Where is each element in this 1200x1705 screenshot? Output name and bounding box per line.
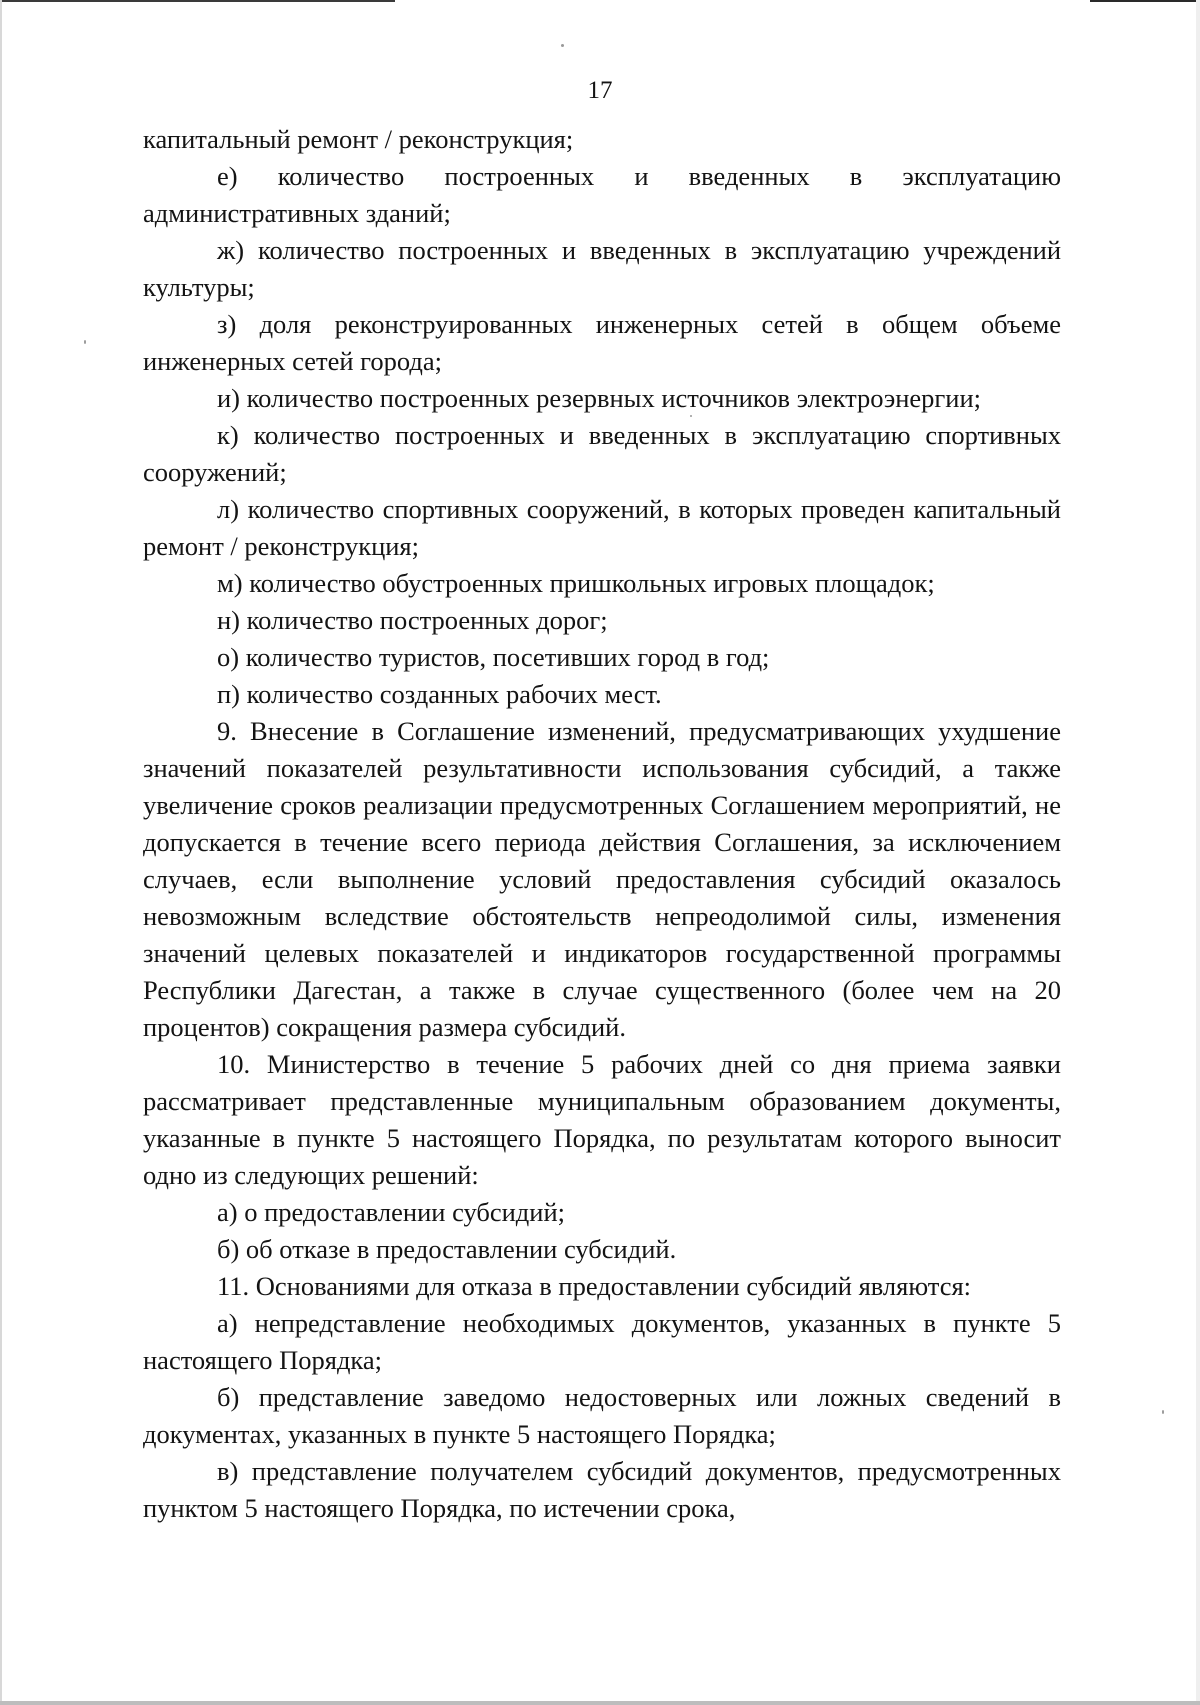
clause-11-item-a: а) непредставление необходимых документов, указанных в пункте 5 настоящего Порядка; xyxy=(143,1308,1061,1375)
list-item-zh: ж) количество построенных и введенных в эксплуатацию учреждений культуры; xyxy=(143,235,1061,302)
clause-11-item-b: б) представление заведомо недостоверных или ложных сведений в документах, указанных в пункте 5 настоящего Порядка; xyxy=(143,1382,1061,1449)
list-item-n: н) количество построенных дорог; xyxy=(217,605,608,635)
scan-speck xyxy=(84,340,86,344)
scan-border-bottom xyxy=(0,1701,1200,1705)
list-item-l: л) количество спортивных сооружений, в которых проведен капитальный ремонт / реконструкция; xyxy=(143,494,1061,561)
list-item-o: о) количество туристов, посетивших город в год; xyxy=(217,642,770,672)
scan-speck xyxy=(561,44,564,47)
page-number: 17 xyxy=(587,77,613,104)
paragraph-continuation: капитальный ремонт / реконструкция; xyxy=(143,124,574,154)
list-item-m: м) количество обустроенных пришкольных игровых площадок; xyxy=(217,568,935,598)
list-item-i: и) количество построенных резервных источников электроэнергии; xyxy=(217,383,981,413)
list-item-k: к) количество построенных и введенных в эксплуатацию спортивных сооружений; xyxy=(143,420,1061,487)
clause-10-item-a: а) о предоставлении субсидий; xyxy=(217,1197,566,1227)
scan-border-right xyxy=(1196,0,1200,1705)
clause-11: 11. Основаниями для отказа в предоставлении субсидий являются: xyxy=(217,1271,972,1301)
list-item-z: з) доля реконструированных инженерных сетей в общем объеме инженерных сетей города; xyxy=(143,309,1061,376)
scan-speck xyxy=(1162,1410,1164,1414)
clause-10: 10. Министерство в течение 5 рабочих дней со дня приема заявки рассматривает представленные муниципальным образованием документы, указанные в пункте 5 настоящего Порядка, по результатам которого выносит одно из следующих решений: xyxy=(143,1049,1061,1190)
scan-border-top-right xyxy=(1090,0,1200,2)
list-item-p: п) количество созданных рабочих мест. xyxy=(217,679,662,709)
list-item-e: е) количество построенных и введенных в эксплуатацию административных зданий; xyxy=(143,161,1061,228)
scan-border-left xyxy=(0,0,2,1705)
clause-11-item-v: в) представление получателем субсидий документов, предусмотренных пунктом 5 настоящего Порядка, по истечении срока, xyxy=(143,1456,1061,1523)
clause-10-item-b: б) об отказе в предоставлении субсидий. xyxy=(217,1234,677,1264)
document-text xyxy=(143,121,1061,1527)
scan-border-top xyxy=(0,0,395,2)
clause-9: 9. Внесение в Соглашение изменений, предусматривающих ухудшение значений показателей результативности использования субсидий, а также увеличение сроков реализации предусмотренных Соглашением мероприятий, не допускается в течение всего периода действия Соглашения, за исключением случаев, если выполнение условий предоставления субсидий оказалось невозможным вследствие обстоятельств непреодолимой силы, изменения значений целевых показателей и индикаторов государственной программы Республики Дагестан, а также в случае существенного (более чем на 20 процентов) сокращения размера субсидий. xyxy=(143,716,1061,1042)
